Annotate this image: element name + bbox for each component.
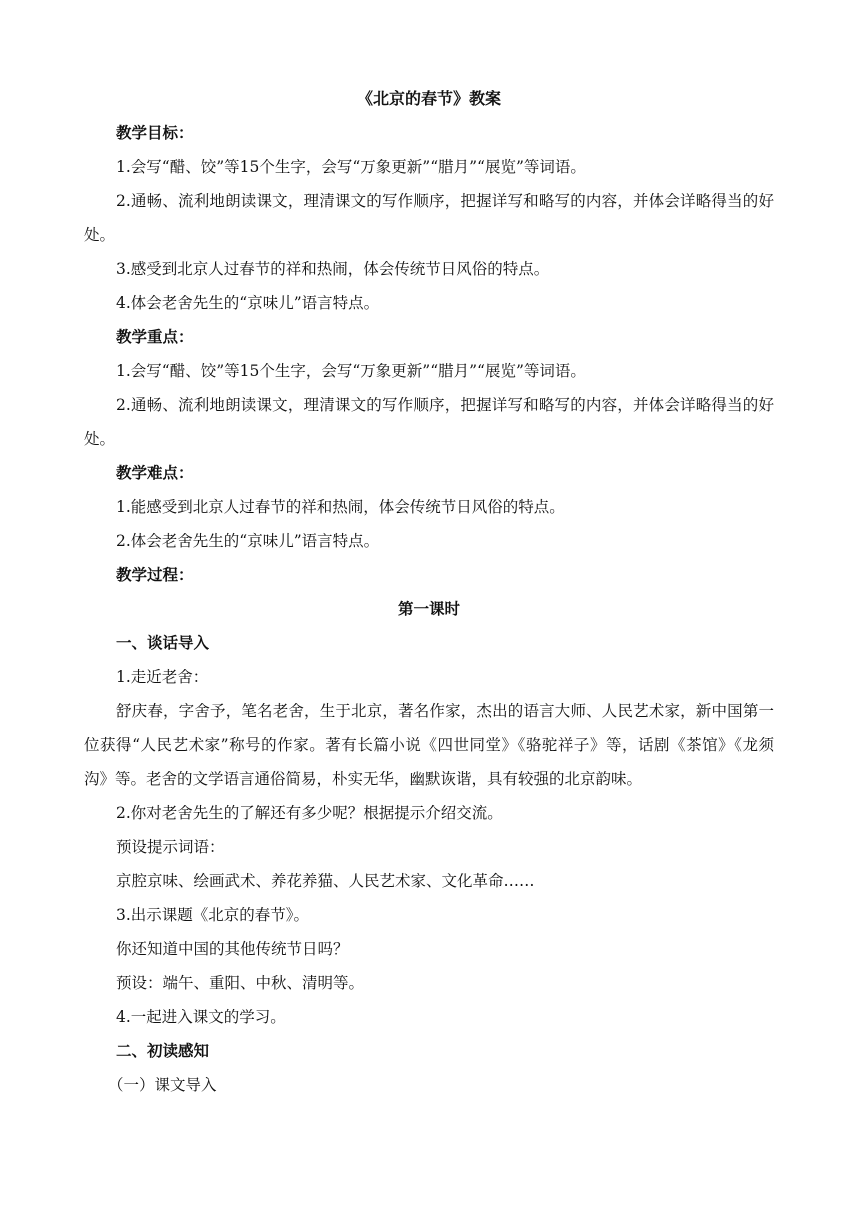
goals-heading: 教学目标： <box>116 124 194 142</box>
process-heading: 教学过程： <box>116 566 194 584</box>
difficult-heading: 教学难点： <box>116 464 194 482</box>
goal-item: 1.会写“醋、饺”等15个生字，会写“万象更新”“腊月”“展览”等词语。 <box>116 158 586 176</box>
goal-item: 4.体会老舍先生的“京味儿”语言特点。 <box>116 294 380 312</box>
difficult-item: 2.体会老舍先生的“京味儿”语言特点。 <box>116 532 380 550</box>
list-item: 4.一起进入课文的学习。 <box>116 1008 286 1026</box>
section-heading: 一、谈话导入 <box>116 634 210 652</box>
goal-item: 3.感受到北京人过春节的祥和热闹，体会传统节日风俗的特点。 <box>116 260 550 278</box>
key-item: 1.会写“醋、饺”等15个生字，会写“万象更新”“腊月”“展览”等词语。 <box>116 362 586 380</box>
preset-label: 预设提示词语： <box>116 838 225 856</box>
document-title: 《北京的春节》教案 <box>356 89 501 108</box>
list-item: 1.走近老舍： <box>116 668 209 686</box>
author-paragraph: 舒庆春，字舍予，笔名老舍，生于北京，著名作家，杰出的语言大师、人民艺术家，新中国第一位获得“人民艺术家”称号的作家。著有长篇小说《四世同堂》《骆驼祥子》等，话剧《茶馆》《龙须沟》等。老舍的文学语言通俗简易，朴实无华，幽默诙谐，具有较强的北京韵味。 <box>84 702 774 788</box>
difficult-item: 1.能感受到北京人过春节的祥和热闹，体会传统节日风俗的特点。 <box>116 498 565 516</box>
preset-words: 京腔京味、绘画武术、养花养猫、人民艺术家、文化革命…… <box>116 872 535 890</box>
goal-item: 2.通畅、流利地朗读课文，理清课文的写作顺序，把握详写和略写的内容，并体会详略得当的好处。 <box>84 192 774 244</box>
question-text: 你还知道中国的其他传统节日吗？ <box>116 940 349 958</box>
section-heading: 二、初读感知 <box>116 1042 210 1060</box>
key-heading: 教学重点： <box>116 328 194 346</box>
subsection-heading: （一）课文导入 <box>108 1076 217 1094</box>
list-item: 2.你对老舍先生的了解还有多少呢？根据提示介绍交流。 <box>116 804 503 822</box>
list-item: 3.出示课题《北京的春节》。 <box>116 906 310 924</box>
lesson-heading: 第一课时 <box>397 600 460 618</box>
key-item: 2.通畅、流利地朗读课文，理清课文的写作顺序，把握详写和略写的内容，并体会详略得当的好处。 <box>84 396 774 448</box>
answer-text: 预设：端午、重阳、中秋、清明等。 <box>116 974 365 992</box>
